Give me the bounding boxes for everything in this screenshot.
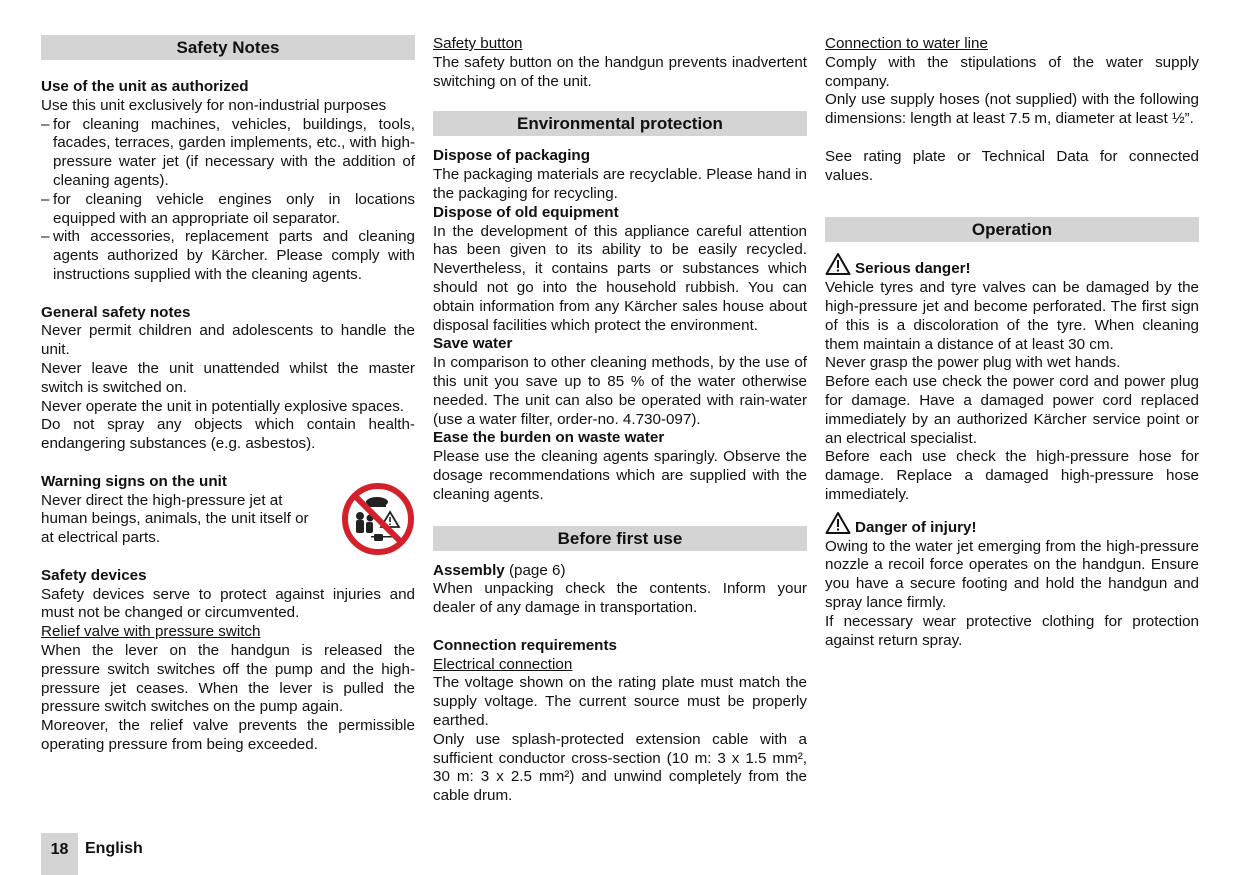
- subheading-assembly: Assembly: [433, 561, 505, 579]
- subheading-save-water: Save water: [433, 335, 513, 353]
- section-heading-before-first-use: Before first use: [433, 526, 807, 551]
- paragraph-serious-danger: Vehicle tyres and tyre valves can be damaged by the high-pressure jet and become perforated. The first sign of this is a discoloration of the tyre. When cleaning them maintain a distance of at least 30 cm.: [825, 279, 1199, 353]
- no-spray-warning-icon: [341, 482, 415, 556]
- column-left: [41, 35, 415, 755]
- list-item: – for cleaning vehicle engines only in locations equipped with an appropriate oil separator.: [41, 190, 415, 227]
- paragraph-warning-signs: Never direct the high-pressure jet at human beings, animals, the unit itself or at electrical parts.: [41, 491, 309, 547]
- paragraph-safety-devices: Safety devices serve to protect against injuries and must not be changed or circumvented.: [41, 585, 415, 622]
- paragraph-general-3: Never operate the unit in potentially explosive spaces.: [41, 397, 405, 415]
- paragraph-safety-button: The safety button on the handgun prevents inadvertent switching on of the unit.: [433, 53, 807, 90]
- paragraph-water-line: Comply with the stipulations of the water supply company.: [825, 53, 1199, 90]
- subheading-old-equipment: Dispose of old equipment: [433, 203, 619, 221]
- page-number: 18: [41, 833, 78, 875]
- warning-signs-block: [41, 492, 415, 548]
- language-label: English: [85, 840, 143, 857]
- paragraph-waste-water: Please use the cleaning agents sparingly. Observe the dosage recommendations which are supplied with the cleaning agents.: [433, 448, 807, 503]
- warning-triangle-icon: [825, 511, 851, 535]
- paragraph-relief-valve-2: Moreover, the relief valve prevents the permissible operating pressure from being exceeded.: [41, 717, 415, 753]
- paragraph-protective-clothing: If necessary wear protective clothing for protection against return spray.: [825, 612, 1199, 649]
- section-heading-safety-notes: Safety Notes: [41, 35, 415, 60]
- paragraph-rating-plate: See rating plate or Technical Data for connected values.: [825, 147, 1199, 184]
- paragraph-supply-hoses: Only use supply hoses (not supplied) with the following dimensions: length at least 7.5 m, diameter at least ½”.: [825, 91, 1199, 128]
- subheading-safety-button: Safety button: [433, 35, 523, 52]
- subheading-water-line: Connection to water line: [825, 35, 988, 52]
- subheading-connection-requirements: Connection requirements: [433, 636, 617, 654]
- paragraph-high-pressure-hose: Before each use check the high-pressure hose for damage. Replace a damaged high-pressure hose immediately.: [825, 448, 1199, 503]
- column-middle: [433, 35, 807, 806]
- paragraph-save-water: In comparison to other cleaning methods, by the use of this unit you save up to 85 % of the water otherwise needed. The unit can also be operated with rain-water (use a water filter, order-no. 4.730-097).: [433, 354, 807, 428]
- subheading-waste-water: Ease the burden on waste water: [433, 429, 665, 447]
- warning-triangle-icon: [825, 252, 851, 276]
- paragraph-electrical: The voltage shown on the rating plate must match the supply voltage. The current source must be properly earthed.: [433, 674, 807, 729]
- subheading-use-as-authorized: Use of the unit as authorized: [41, 78, 249, 95]
- paragraph-general-4: Do not spray any objects which contain health-endangering substances (e.g. asbestos).: [41, 416, 415, 453]
- subheading-general-safety: General safety notes: [41, 303, 191, 321]
- serious-danger-line: [825, 252, 1199, 279]
- paragraph-power-plug: Never grasp the power plug with wet hands.: [825, 354, 1121, 372]
- paragraph-relief-valve: When the lever on the handgun is released the pressure switch switches off the pump and the high-pressure jet ceases. When the lever is pulled the pressure switch switches on the pump again.: [41, 641, 415, 716]
- paragraph-danger-of-injury: Owing to the water jet emerging from the high-pressure nozzle a recoil force operates on the handgun. Ensure you have a secure footing and hold the handgun and spray lance firmly.: [825, 537, 1199, 611]
- subheading-electrical-connection: Electrical connection: [433, 655, 573, 673]
- subheading-safety-devices: Safety devices: [41, 566, 147, 584]
- list-item: – with accessories, replacement parts and cleaning agents authorized by Kärcher. Please comply with instructions supplied with the cleaning agents.: [41, 228, 415, 283]
- subheading-warning-signs: Warning signs on the unit: [41, 472, 227, 490]
- paragraph-extension-cable: Only use splash-protected extension cable with a sufficient conductor cross-section (10 m: 3 x 1.5 mm², 30 m: 3 x 2.5 mm²) and unwind completely from the cable drum.: [433, 730, 807, 805]
- paragraph-old-equipment: In the development of this appliance careful attention has been given to its ability to be easily recycled. Nevertheless, it contains parts or substances which should not go into the household rubbish. You can obtain information from any Kärcher sales house about disposal facilities which protect the environment.: [433, 222, 807, 334]
- column-right: [825, 35, 1199, 650]
- paragraph-general-2: Never leave the unit unattended whilst the master switch is switched on.: [41, 359, 415, 396]
- paragraph-packaging: The packaging materials are recyclable. Please hand in the packaging for recycling.: [433, 166, 807, 202]
- assembly-page-ref: (page 6): [504, 561, 566, 579]
- section-heading-environmental: Environmental protection: [433, 111, 807, 136]
- subheading-danger-of-injury: Danger of injury!: [855, 518, 977, 536]
- subheading-serious-danger: Serious danger!: [855, 260, 971, 278]
- danger-of-injury-line: [825, 511, 1199, 538]
- assembly-line: [433, 562, 807, 581]
- paragraph-use-intro: Use this unit exclusively for non-industrial purposes: [41, 96, 387, 114]
- list-item: – for cleaning machines, vehicles, buildings, tools, facades, terraces, garden implements, etc., with high-pressure water jet (if necessary with the addition of cleaning agents).: [41, 115, 415, 189]
- subheading-relief-valve: Relief valve with pressure switch: [41, 623, 261, 641]
- paragraph-general-1: Never permit children and adolescents to handle the unit.: [41, 322, 415, 359]
- subheading-packaging: Dispose of packaging: [433, 147, 590, 165]
- paragraph-power-cord: Before each use check the power cord and power plug for damage. Have a damaged power cord replaced immediately by an authorized Kärcher service point or an electrical specialist.: [825, 373, 1199, 447]
- paragraph-assembly: When unpacking check the contents. Inform your dealer of any damage in transportation.: [433, 580, 807, 617]
- section-heading-operation: Operation: [825, 217, 1199, 242]
